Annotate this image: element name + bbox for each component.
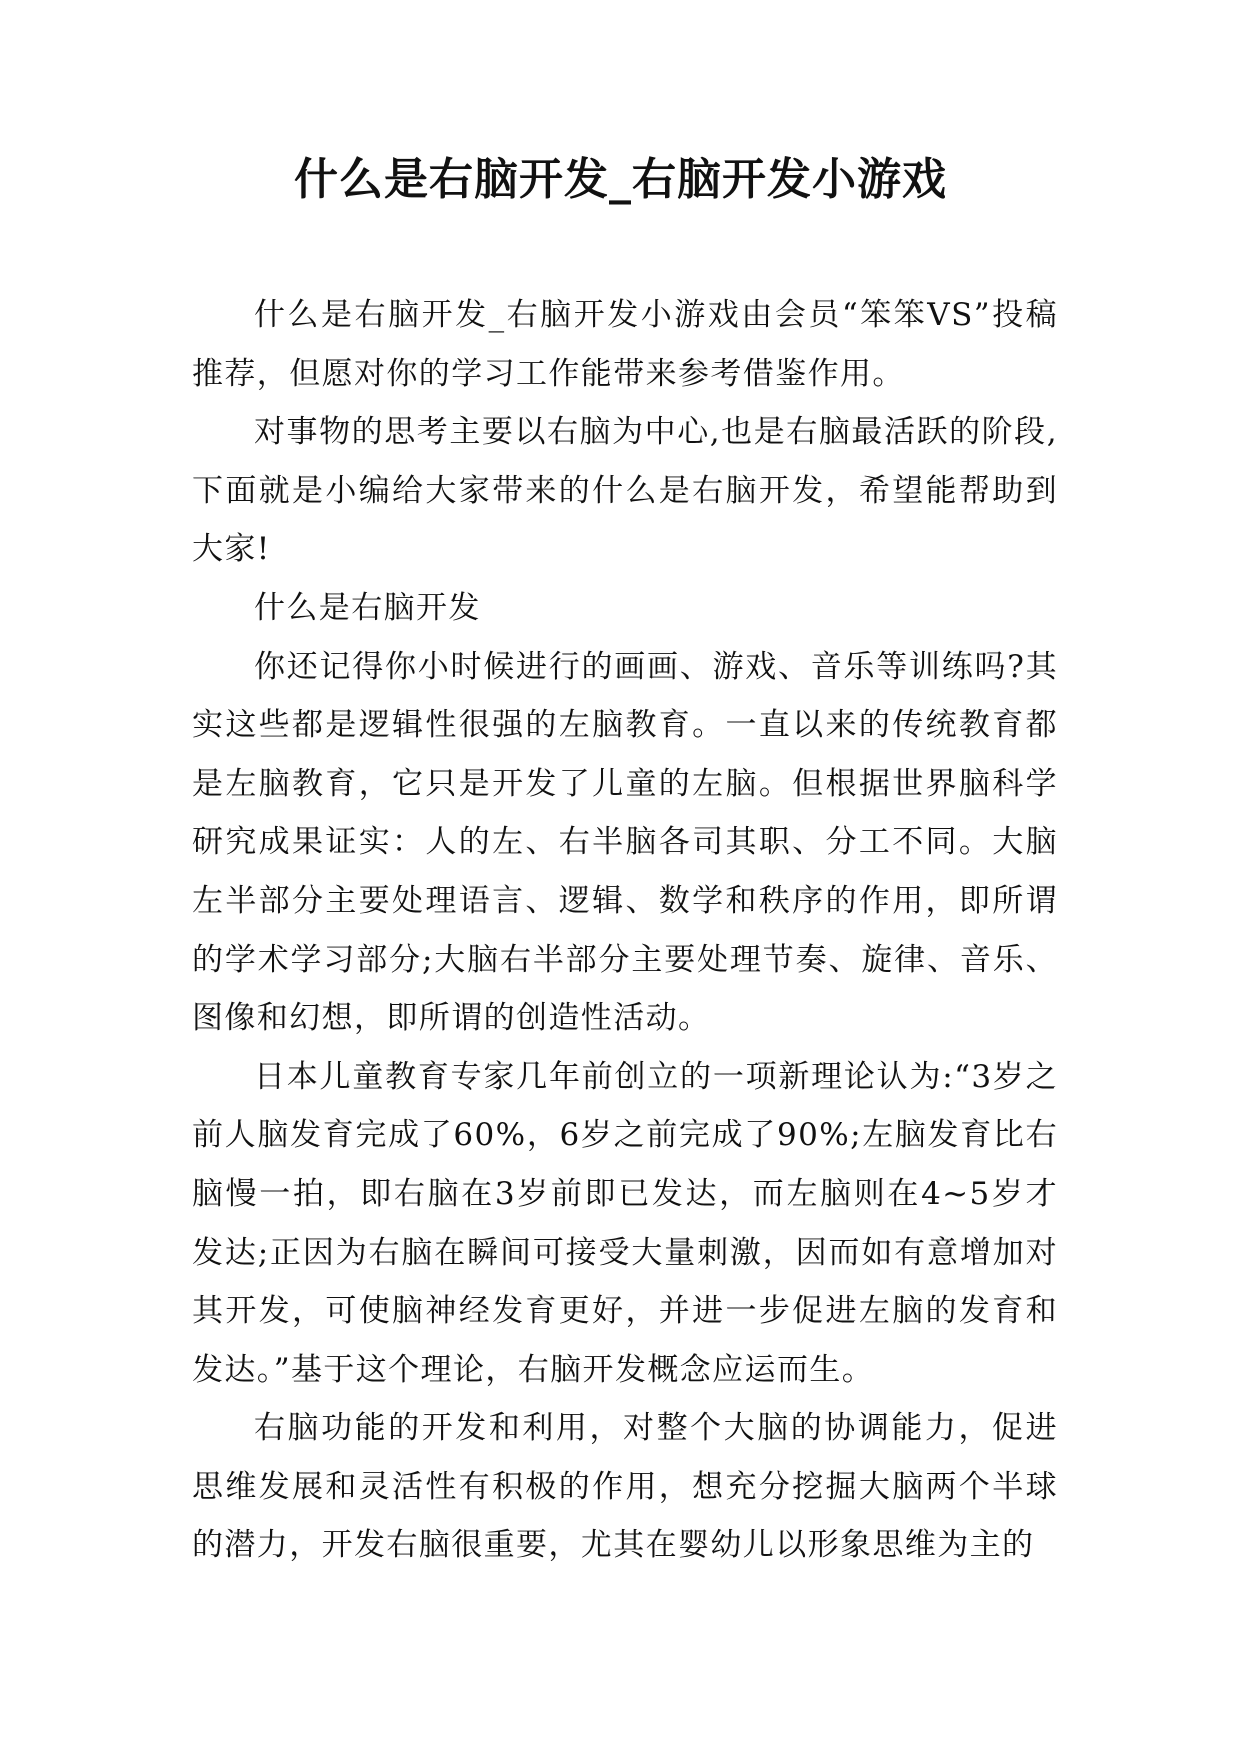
page-title: 什么是右脑开发_右脑开发小游戏 bbox=[294, 154, 947, 205]
paragraph-intro: 什么是右脑开发_右脑开发小游戏由会员“笨笨VS”投稿推荐，但愿对你的学习工作能带来参考借鉴作用。 bbox=[192, 297, 1058, 392]
paragraph-left-brain: 你还记得你小时候进行的画画、游戏、音乐等训练吗?其实这些都是逻辑性很强的左脑教育。一直以来的传统教育都是左脑教育，它只是开发了儿童的左脑。但根据世界脑科学研究成果证实：人的左、右半脑各司其职、分工不同。大脑左半部分主要处理语言、逻辑、数学和秩序的作用，即所谓的学术学习部分;大脑右半部分主要处理节奏、旋律、音乐、图像和幻想，即所谓的创造性活动。 bbox=[192, 648, 1058, 1037]
document-body bbox=[192, 286, 1058, 1575]
section-heading: 什么是右脑开发 bbox=[254, 589, 481, 626]
paragraph-preface: 对事物的思考主要以右脑为中心,也是右脑最活跃的阶段,下面就是小编给大家带来的什么是右脑开发，希望能帮助到大家! bbox=[192, 414, 1058, 568]
paragraph-theory: 日本儿童教育专家几年前创立的一项新理论认为:“3岁之前人脑发育完成了60%，6岁之前完成了90%;左脑发育比右脑慢一拍，即右脑在3岁前即已发达，而左脑则在4~5岁才发达;正因为右脑在瞬间可接受大量刺激，因而如有意增加对其开发，可使脑神经发育更好，并进一步促进左脑的发育和发达。”基于这个理论，右脑开发概念应运而生。 bbox=[192, 1058, 1058, 1388]
paragraph-right-brain-function: 右脑功能的开发和利用，对整个大脑的协调能力，促进思维发展和灵活性有积极的作用，想充分挖掘大脑两个半球的潜力，开发右脑很重要，尤其在婴幼儿以形象思维为主的 bbox=[192, 1410, 1058, 1564]
